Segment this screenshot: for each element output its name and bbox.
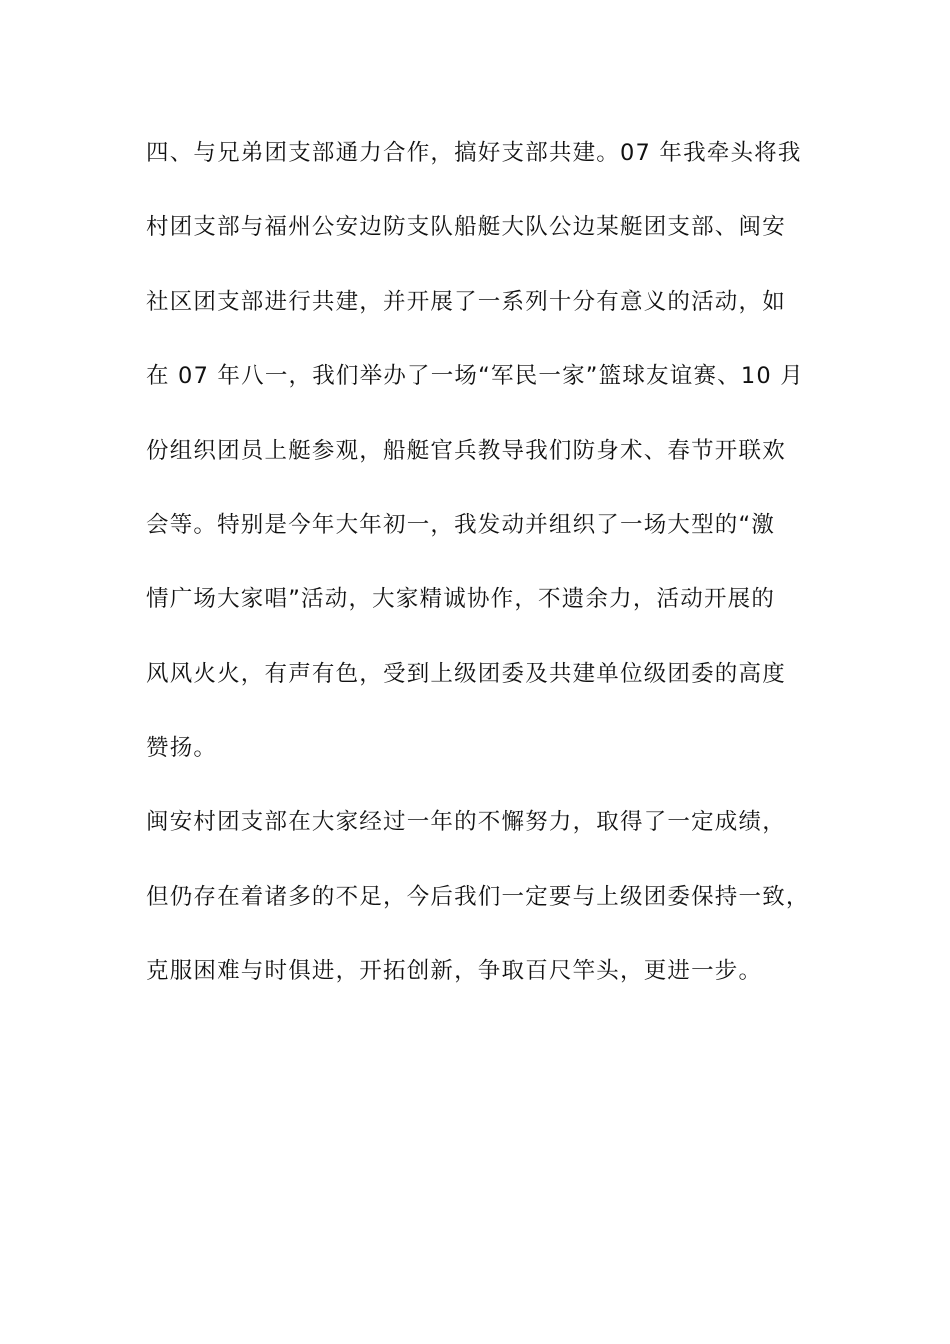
paragraph-2-line-1: 闽安村团支部在大家经过一年的不懈努力，取得了一定成绩， [146,809,786,835]
paragraph-2-line-2: 但仍存在着诸多的不足，今后我们一定要与上级团委保持一致， [146,884,810,910]
paragraph-2-line-3: 克服困难与时俱进，开拓创新，争取百尺竿头，更进一步。 [146,958,763,984]
paragraph-1-line-3: 社区团支部进行共建，并开展了一系列十分有意义的活动，如 [146,289,786,315]
paragraph-1-line-8: 风风火火，有声有色，受到上级团委及共建单位级团委的高度 [146,661,786,687]
paragraph-1-line-2: 村团支部与福州公安边防支队船艇大队公边某艇团支部、闽安 [146,214,786,240]
paragraph-1-line-7: 情广场大家唱”活动，大家精诚协作，不遗余力，活动开展的 [146,586,776,612]
paragraph-1-line-1: 四、与兄弟团支部通力合作，搞好支部共建。07 年我牵头将我 [146,140,802,166]
paragraph-1-line-4: 在 07 年八一，我们举办了一场“军民一家”篮球友谊赛、10 月 [146,363,804,389]
paragraph-1-line-5: 份组织团员上艇参观，船艇官兵教导我们防身术、春节开联欢 [146,438,786,464]
paragraph-1-line-9: 赞扬。 [146,735,218,761]
paragraph-1-line-6: 会等。特别是今年大年初一，我发动并组织了一场大型的“激 [146,512,776,538]
